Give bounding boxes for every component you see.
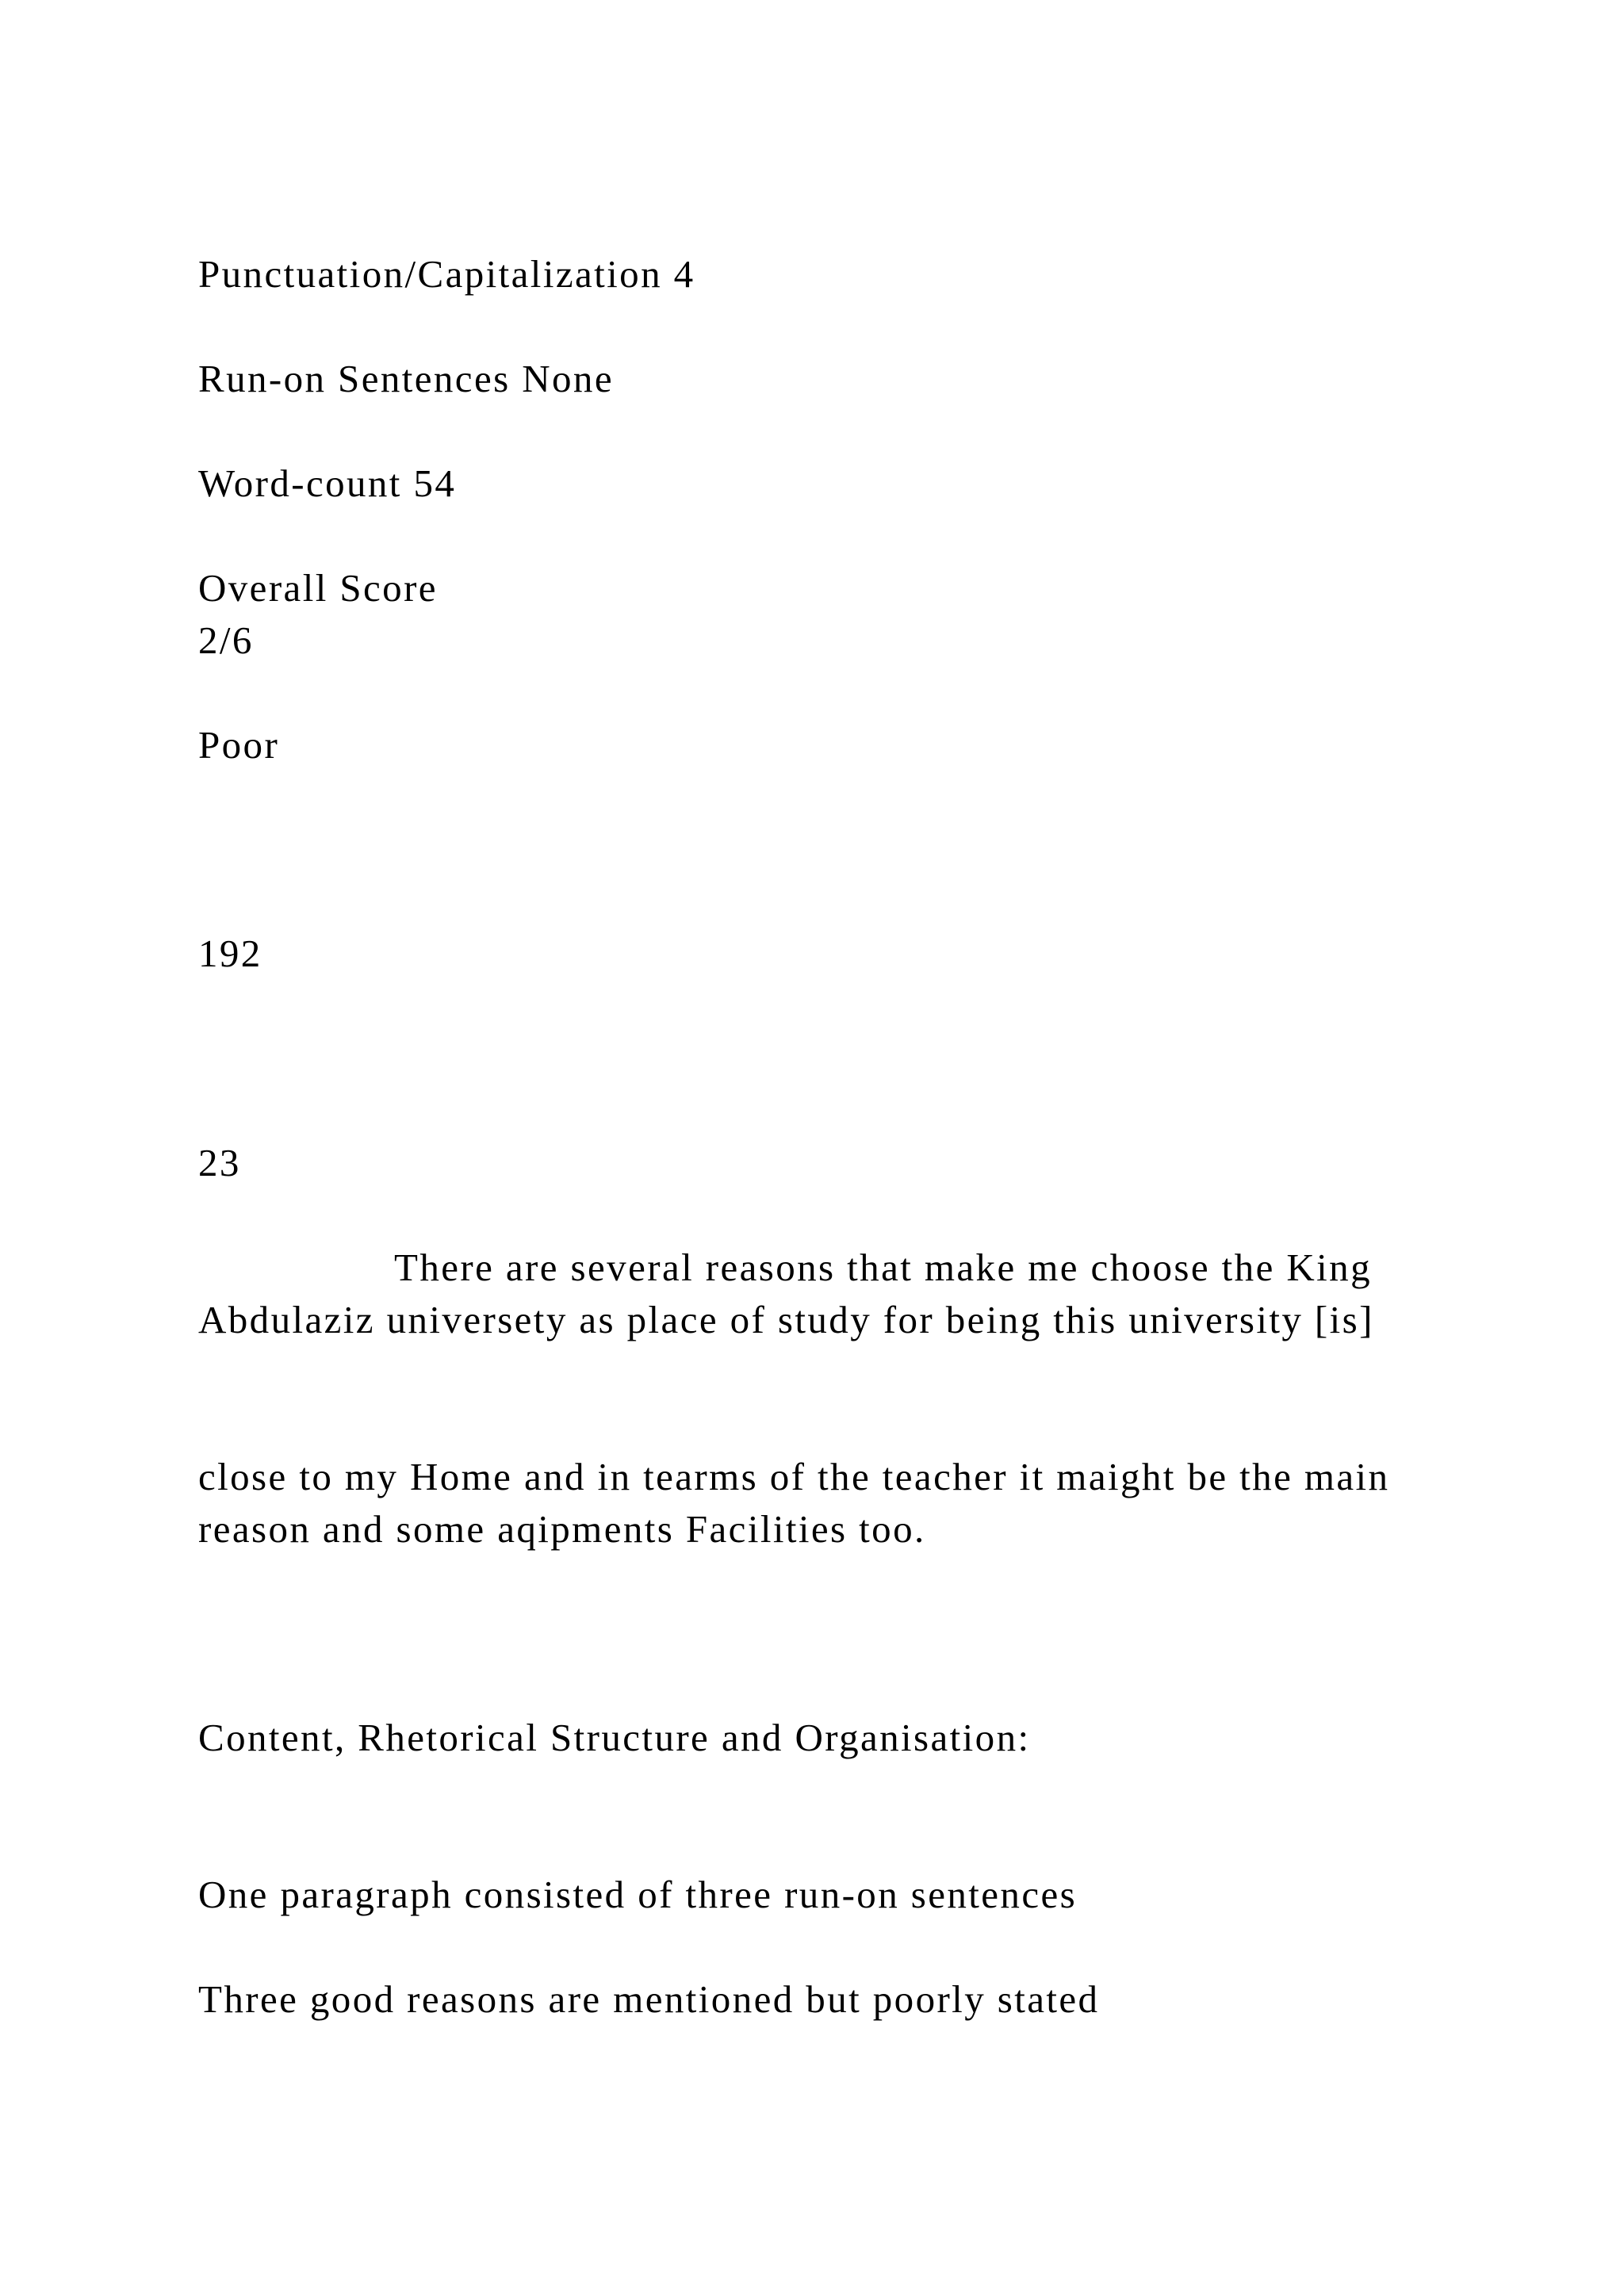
overall-score-label: Overall Score — [198, 566, 438, 610]
rating: Poor — [198, 723, 280, 767]
run-on-score: Run-on Sentences None — [198, 357, 614, 400]
number-23: 23 — [198, 1141, 241, 1184]
feedback-comment-2: Three good reasons are mentioned but poorly stated — [198, 1977, 1100, 2021]
number-192: 192 — [198, 932, 262, 975]
feedback-heading: Content, Rhetorical Structure and Organisation: — [198, 1716, 1031, 1759]
word-count: Word-count 54 — [198, 461, 457, 505]
overall-score-value: 2/6 — [198, 618, 254, 662]
feedback-comment-1: One paragraph consisted of three run-on sentences — [198, 1873, 1078, 1916]
punctuation-score: Punctuation/Capitalization 4 — [198, 252, 695, 296]
essay-paragraph-2: close to my Home and in tearms of the teacher it maight be the main reason and some aqipments Facilities too. — [198, 1455, 1390, 1551]
essay-paragraph-1: There are several reasons that make me choose the King Abdulaziz universety as place of study for being this university [is] — [198, 1246, 1374, 1341]
